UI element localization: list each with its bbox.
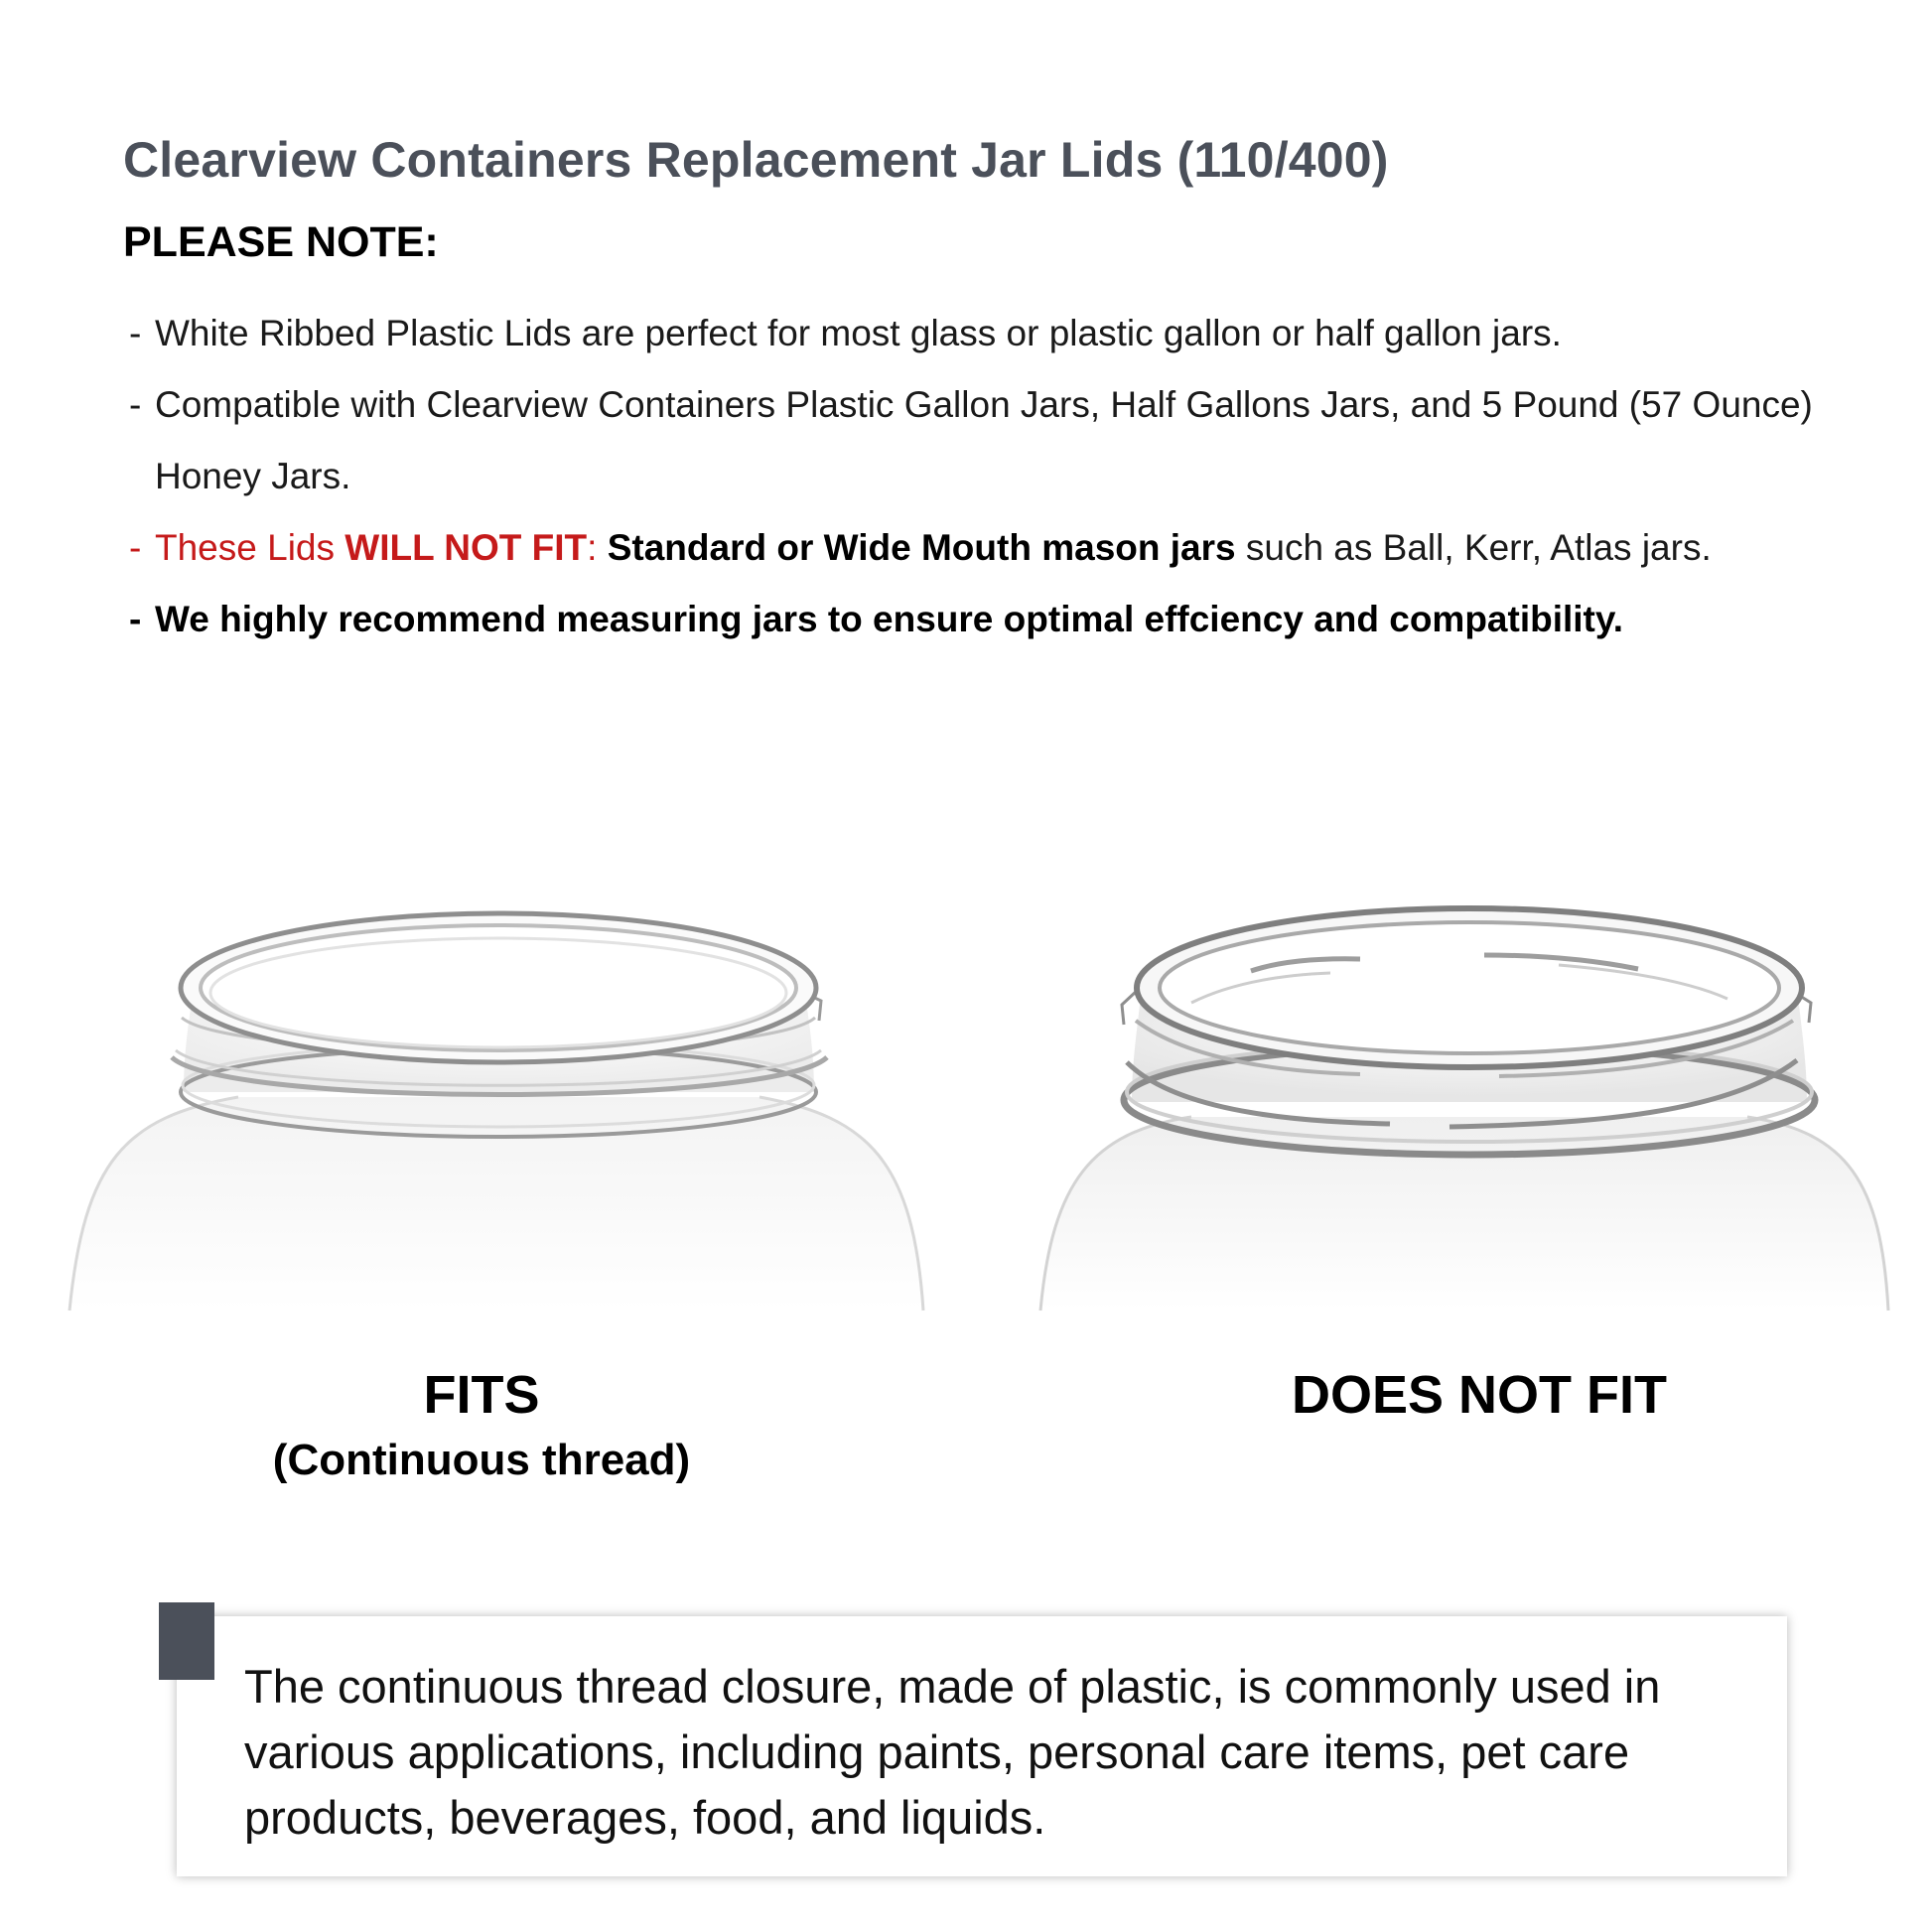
bullet-text: Compatible with Clearview Containers Plastic Gallon Jars, Half Gallons Jars, and 5 Pound (57 Ounce) Honey Jars. <box>155 384 1813 496</box>
warning-colon: : <box>587 527 608 568</box>
list-item-warning <box>129 512 1817 584</box>
bullet-text: We highly recommend measuring jars to ensure optimal effciency and compatibility. <box>155 599 1623 639</box>
fits-caption <box>238 1360 725 1491</box>
continuous-thread-jar-icon <box>65 894 928 1320</box>
list-item <box>129 298 1817 369</box>
mason-jar-image <box>1033 894 1896 1320</box>
bullet-dash: - <box>129 599 142 639</box>
fits-sublabel: (Continuous thread) <box>272 1436 691 1484</box>
list-item-recommendation <box>129 584 1817 655</box>
fits-label: FITS <box>423 1365 540 1425</box>
bullet-dash: - <box>129 313 142 353</box>
page-title: Clearview Containers Replacement Jar Lids (110/400) <box>123 132 1389 188</box>
info-marker <box>159 1602 214 1680</box>
bullet-text: White Ribbed Plastic Lids are perfect for most glass or plastic gallon or half gallon jars. <box>155 313 1562 353</box>
info-text: The continuous thread closure, made of plastic, is commonly used in various applications, including paints, personal care items, pet care products, beverages, food, and liquids. <box>244 1660 1661 1844</box>
bullet-dash: - <box>129 527 142 568</box>
note-list <box>129 298 1817 655</box>
warning-lead: These Lids <box>155 527 345 568</box>
list-item <box>129 369 1817 512</box>
warning-jar-types: Standard or Wide Mouth mason jars <box>607 527 1236 568</box>
warning-examples: such as Ball, Kerr, Atlas jars. <box>1235 527 1712 568</box>
continuous-thread-jar-image <box>65 894 928 1320</box>
mason-jar-lug-thread-icon <box>1033 894 1896 1320</box>
warning-will-not-fit: WILL NOT FIT <box>345 527 588 568</box>
note-heading: PLEASE NOTE: <box>123 218 439 266</box>
does-not-fit-label: DOES NOT FIT <box>1292 1365 1667 1425</box>
bullet-dash: - <box>129 384 142 425</box>
